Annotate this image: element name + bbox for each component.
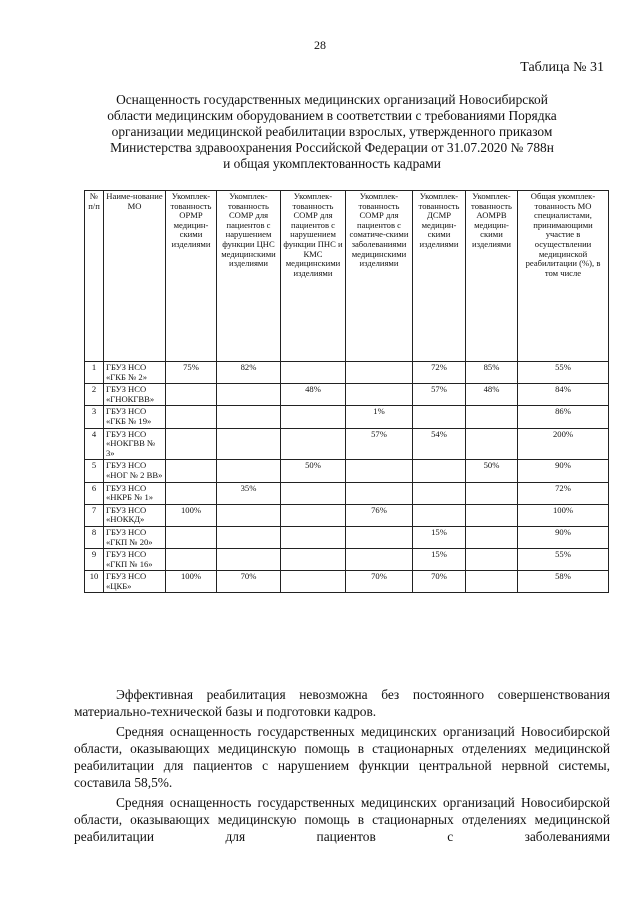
table-row <box>85 362 609 384</box>
row-number-cell: 9 <box>85 549 104 571</box>
table-row <box>85 549 609 571</box>
value-cell <box>217 406 281 428</box>
value-cell: 54% <box>413 428 466 460</box>
value-cell: 70% <box>346 571 413 593</box>
value-cell <box>217 504 281 526</box>
header-cell: № п/п <box>85 191 104 362</box>
row-number-cell: 5 <box>85 460 104 482</box>
value-cell <box>346 526 413 548</box>
value-cell <box>166 482 217 504</box>
row-number-cell: 4 <box>85 428 104 460</box>
value-cell: 55% <box>518 549 609 571</box>
value-cell <box>413 482 466 504</box>
value-cell: 100% <box>518 504 609 526</box>
row-number-cell: 10 <box>85 571 104 593</box>
value-cell <box>346 384 413 406</box>
value-cell: 84% <box>518 384 609 406</box>
organization-cell: ГБУЗ НСО «НОГ № 2 ВВ» <box>104 460 166 482</box>
value-cell: 76% <box>346 504 413 526</box>
value-cell <box>166 384 217 406</box>
value-cell <box>466 482 518 504</box>
value-cell <box>217 460 281 482</box>
header-cell: Общая укомплек-тованность МО специалистами, принимающими участие в осуществлении медицинской реабилитации (%), в том числе <box>518 191 609 362</box>
value-cell: 75% <box>166 362 217 384</box>
organization-cell: ГБУЗ НСО «ГКБ № 19» <box>104 406 166 428</box>
value-cell <box>346 482 413 504</box>
table-row <box>85 428 609 460</box>
title-line: и общая укомплектованность кадрами <box>223 156 441 171</box>
value-cell <box>166 428 217 460</box>
value-cell <box>166 460 217 482</box>
value-cell: 1% <box>346 406 413 428</box>
table-row <box>85 460 609 482</box>
value-cell: 100% <box>166 504 217 526</box>
value-cell: 85% <box>466 362 518 384</box>
value-cell <box>346 460 413 482</box>
row-number-cell: 1 <box>85 362 104 384</box>
value-cell <box>217 428 281 460</box>
table-row <box>85 571 609 593</box>
value-cell <box>466 549 518 571</box>
header-cell: Укомплек-тованность ДСМР медицин-скими изделиями <box>413 191 466 362</box>
value-cell: 70% <box>217 571 281 593</box>
value-cell <box>413 406 466 428</box>
value-cell <box>217 549 281 571</box>
value-cell <box>281 428 346 460</box>
value-cell <box>281 571 346 593</box>
value-cell <box>466 428 518 460</box>
value-cell <box>466 571 518 593</box>
value-cell: 50% <box>281 460 346 482</box>
value-cell: 82% <box>217 362 281 384</box>
title-line: Министерства здравоохранения Российской Федерации от 31.07.2020 № 788н <box>110 140 554 155</box>
paragraph: Эффективная реабилитация невозможна без постоянного совершенствования материально-технической базы и подготовки кадров. <box>74 687 610 719</box>
value-cell <box>466 526 518 548</box>
value-cell <box>281 362 346 384</box>
header-cell: Наиме-нование МО <box>104 191 166 362</box>
organization-cell: ГБУЗ НСО «ГКБ № 2» <box>104 362 166 384</box>
value-cell <box>281 504 346 526</box>
row-number-cell: 8 <box>85 526 104 548</box>
organization-cell: ГБУЗ НСО «ЦКБ» <box>104 571 166 593</box>
organization-cell: ГБУЗ НСО «НОККД» <box>104 504 166 526</box>
organization-cell: ГБУЗ НСО «ГКП № 20» <box>104 526 166 548</box>
organization-cell: ГБУЗ НСО «НКРБ № 1» <box>104 482 166 504</box>
value-cell <box>281 482 346 504</box>
value-cell <box>466 406 518 428</box>
value-cell: 100% <box>166 571 217 593</box>
header-cell: Укомплек-тованность АОМРВ медицин-скими изделиями <box>466 191 518 362</box>
table-row <box>85 504 609 526</box>
value-cell: 57% <box>413 384 466 406</box>
organization-cell: ГБУЗ НСО «ГНОКГВВ» <box>104 384 166 406</box>
paragraph: Средняя оснащенность государственных медицинских организаций Новосибирской области, оказывающих медицинскую помощь в стационарных отделениях медицинской реабилитации для пациентов с заболеваниями <box>74 795 610 844</box>
paragraph: Средняя оснащенность государственных медицинских организаций Новосибирской области, оказывающих медицинскую помощь в стационарных отделениях медицинской реабилитации для пациентов с нарушением функции центральной нервной системы, составила 58,5%. <box>74 724 610 790</box>
value-cell <box>166 549 217 571</box>
title-line: организации медицинской реабилитации взрослых, утвержденного приказом <box>111 124 553 139</box>
equipment-table <box>84 190 609 593</box>
value-cell <box>281 526 346 548</box>
value-cell <box>466 504 518 526</box>
body-text <box>74 686 610 848</box>
value-cell: 70% <box>413 571 466 593</box>
value-cell: 90% <box>518 460 609 482</box>
table-row <box>85 384 609 406</box>
title-line: области медицинским оборудованием в соответствии с требованиями Порядка <box>107 108 557 123</box>
table-row <box>85 526 609 548</box>
value-cell <box>217 526 281 548</box>
value-cell: 48% <box>466 384 518 406</box>
organization-cell: ГБУЗ НСО «ГКП № 16» <box>104 549 166 571</box>
row-number-cell: 3 <box>85 406 104 428</box>
value-cell: 72% <box>413 362 466 384</box>
value-cell: 57% <box>346 428 413 460</box>
page-number: 28 <box>314 38 326 52</box>
value-cell: 58% <box>518 571 609 593</box>
value-cell: 15% <box>413 526 466 548</box>
value-cell <box>346 362 413 384</box>
table-row <box>85 406 609 428</box>
table-body <box>85 362 609 593</box>
document-title <box>72 92 592 172</box>
table-label: Таблица № 31 <box>520 60 604 75</box>
value-cell: 15% <box>413 549 466 571</box>
row-number-cell: 6 <box>85 482 104 504</box>
value-cell <box>346 549 413 571</box>
value-cell <box>217 384 281 406</box>
header-cell: Укомплек-тованность СОМР для пациентов с нарушением функции ПНС и КМС медицинскими изделиями <box>281 191 346 362</box>
row-number-cell: 7 <box>85 504 104 526</box>
value-cell: 90% <box>518 526 609 548</box>
value-cell: 48% <box>281 384 346 406</box>
table-row <box>85 482 609 504</box>
value-cell: 35% <box>217 482 281 504</box>
value-cell <box>281 549 346 571</box>
header-cell: Укомплек-тованность ОРМР медицин-скими изделиями <box>166 191 217 362</box>
value-cell <box>413 460 466 482</box>
value-cell <box>166 406 217 428</box>
value-cell <box>281 406 346 428</box>
value-cell: 55% <box>518 362 609 384</box>
value-cell <box>413 504 466 526</box>
organization-cell: ГБУЗ НСО «НОКГВВ № 3» <box>104 428 166 460</box>
value-cell: 86% <box>518 406 609 428</box>
row-number-cell: 2 <box>85 384 104 406</box>
value-cell: 72% <box>518 482 609 504</box>
value-cell: 50% <box>466 460 518 482</box>
value-cell <box>166 526 217 548</box>
table-header-row <box>85 191 609 362</box>
header-cell: Укомплек-тованность СОМР для пациентов с нарушением функции ЦНС медицинскими изделиями <box>217 191 281 362</box>
header-cell: Укомплек-тованность СОМР для пациентов с соматиче-скими заболеваниями медицинскими изделиями <box>346 191 413 362</box>
title-line: Оснащенность государственных медицинских организаций Новосибирской <box>116 92 548 107</box>
value-cell: 200% <box>518 428 609 460</box>
